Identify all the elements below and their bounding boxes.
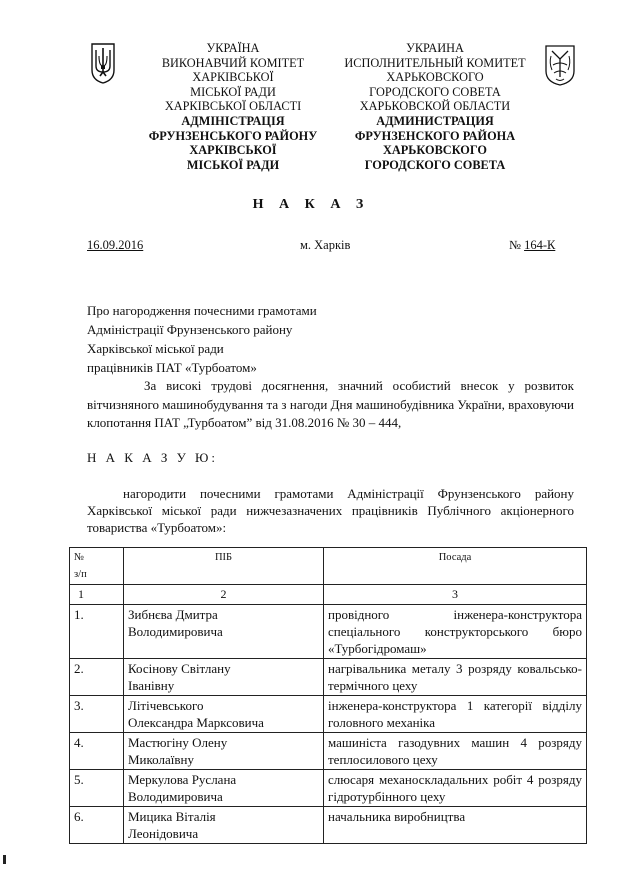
row-num: 2. [70, 659, 124, 696]
row-num: 6. [70, 807, 124, 844]
order-subject [87, 301, 317, 377]
header-line: ХАРЬКОВСКОГО [386, 70, 484, 85]
employee-position: провідного інженера-конструктора спеціального конструкторського бюро «Турбогідромаш» [324, 605, 587, 659]
document-date: 16.09.2016 [87, 238, 144, 252]
subject-line: працівників ПАТ «Турбоатом» [87, 360, 257, 375]
row-num: 4. [70, 733, 124, 770]
employee-position: слюсаря механоскладальних робіт 4 розряду гідротурбінного цеху [324, 770, 587, 807]
header-line: ХАРКІВСЬКОЇ [192, 70, 274, 85]
header-line: ВИКОНАВЧИЙ КОМІТЕТ [161, 55, 305, 70]
order-word: Н А К А З У Ю: [87, 450, 219, 465]
awards-table [69, 547, 587, 844]
subject-line: Харківської міської ради [87, 341, 224, 356]
table-row [70, 770, 587, 807]
index-cell: 3 [324, 585, 587, 605]
header-line: ИСПОЛНИТЕЛЬНЫЙ КОМИТЕТ [344, 55, 526, 70]
header-position: Посада [324, 548, 587, 585]
employee-name: Зибнєва Дмитра Володимировича [124, 605, 324, 659]
order-text-paragraph: нагородити почесними грамотами Адміністрації Фрунзенського району Харківської міської ради нижчезазначених працівників Публічного акціонерного товариства «Турбоатом»: [87, 486, 574, 535]
preamble-paragraph: За високі трудові досягнення, значний особистий внесок у розвиток вітчизняного машинобудування та з нагоди Дня машинобудівника України, враховуючи клопотання ПАТ „Турбоатом” від 31.08.2016 № 30 – 444, [87, 378, 574, 430]
header-line: ХАРКІВСЬКОЇ ОБЛАСТІ [164, 99, 302, 114]
header-line: ФРУНЗЕНСЬКОГО РАЙОНУ [148, 128, 318, 143]
employee-name: Мицика Віталія Леонідовича [124, 807, 324, 844]
employee-name: Меркулова Руслана Володимировича [124, 770, 324, 807]
header-num: № з/п [70, 548, 124, 585]
employee-position: інженера-конструктора 1 категорії відділу головного механіка [324, 696, 587, 733]
table-header-row [70, 548, 587, 585]
header-line: ХАРЬКОВСКОГО [383, 143, 487, 158]
header-name: ПІБ [124, 548, 324, 585]
kharkiv-coat-of-arms-icon [543, 43, 577, 87]
header-line: АДМИНИСТРАЦИЯ [376, 113, 494, 128]
header-line: МІСЬКОЇ РАДИ [186, 157, 280, 172]
header-line: МІСЬКОЇ РАДИ [190, 84, 276, 99]
employee-position: машиніста газодувних машин 4 розряду теплосилового цеху [324, 733, 587, 770]
header-line: УКРАЇНА [206, 41, 260, 55]
header-ukrainian [128, 41, 338, 172]
number-prefix: № [509, 238, 525, 252]
employee-name: Косінову Світлану Іванівну [124, 659, 324, 696]
subject-line: Адміністрації Фрунзенського району [87, 322, 293, 337]
table-index-row [70, 585, 587, 605]
header-line: АДМІНІСТРАЦІЯ [181, 113, 285, 128]
header-line: ФРУНЗЕНСКОГО РАЙОНА [354, 128, 516, 143]
document-title: Н А К А З [252, 197, 370, 212]
row-num: 3. [70, 696, 124, 733]
header-line: УКРАИНА [406, 41, 464, 55]
trident-emblem-icon [90, 42, 116, 84]
header-line: ГОРОДСКОГО СОВЕТА [364, 157, 506, 172]
employee-position: нагрівальника металу 3 розряду ковальсько-термічного цеху [324, 659, 587, 696]
header-russian [330, 41, 540, 172]
header-line: ГОРОДСКОГО СОВЕТА [369, 84, 501, 99]
table-row [70, 807, 587, 844]
table-row [70, 696, 587, 733]
number-value: 164-К [524, 238, 556, 252]
index-cell: 1 [70, 585, 124, 605]
table-row [70, 659, 587, 696]
employee-name: Мастюгіну Олену Миколаївну [124, 733, 324, 770]
employee-name: Літічевського Олександра Марксовича [124, 696, 324, 733]
employee-position: начальника виробництва [324, 807, 587, 844]
table-row [70, 733, 587, 770]
row-num: 1. [70, 605, 124, 659]
document-city: м. Харків [300, 238, 351, 252]
header-line: ХАРКІВСЬКОЇ [189, 143, 277, 158]
table-row [70, 605, 587, 659]
document-number [509, 238, 555, 253]
subject-line: Про нагородження почесними грамотами [87, 303, 317, 318]
index-cell: 2 [124, 585, 324, 605]
header-line: ХАРЬКОВСКОЙ ОБЛАСТИ [359, 99, 511, 114]
row-num: 5. [70, 770, 124, 807]
scan-mark [3, 855, 6, 864]
